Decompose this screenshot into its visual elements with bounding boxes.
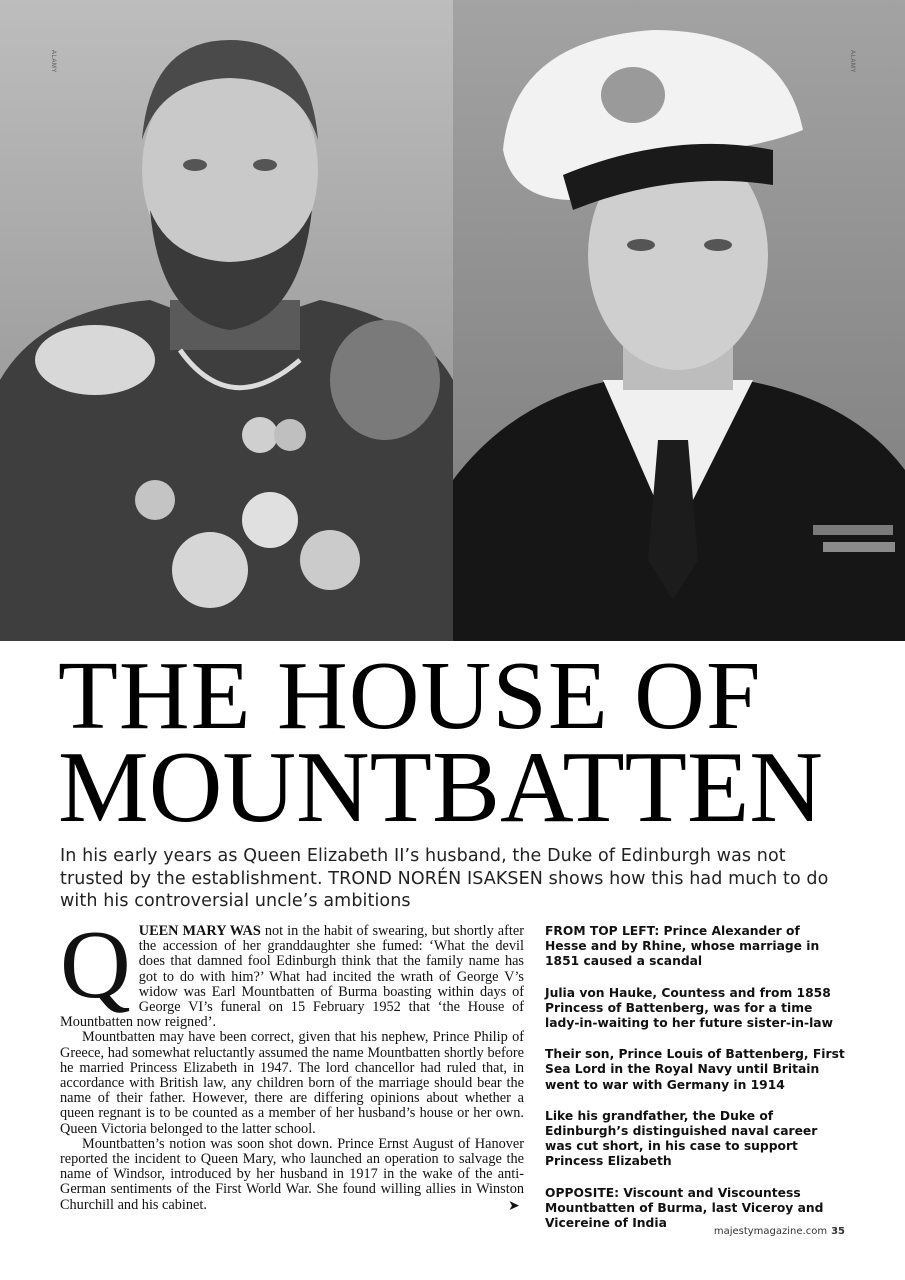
- standfirst: In his early years as Queen Elizabeth II’s husband, the Duke of Edinburgh was not trusted by the establishment. TROND NORÉN ISAKSEN shows how this had much to do with his controversial uncle’s ambitions: [60, 846, 829, 911]
- article-body: [60, 911, 524, 1213]
- portrait-bearded-officer-icon: [0, 0, 453, 641]
- paragraph-1-text: not in the habit of swearing, but shortly after the accession of her granddaughter she fumed: ‘What the devil does that damned fool Edinburgh think that the family name has got to do with him?’ What had incited the wrath of George V’s widow was Earl Mountbatten of Burma boasting within days of George VI’s funeral on 15 February 1952 that ‘the House of Mountbatten now reigned’.: [60, 923, 524, 1031]
- caption-2: Julia von Hauke, Countess and from 1858 Princess of Battenberg, was for a time lady-in-waiting to her future sister-in-law: [545, 985, 833, 1031]
- headline: [58, 642, 858, 844]
- page-footer: [714, 1226, 845, 1237]
- captions: [545, 924, 845, 1247]
- caption-4: Like his grandfather, the Duke of Edinburgh’s distinguished naval career was cut short, in his case to support Princess Elizabeth: [545, 1108, 818, 1169]
- headline-line-2: MOUNTBATTEN: [58, 731, 823, 844]
- portrait-naval-officer-icon: [453, 0, 905, 641]
- drop-cap: Q: [60, 911, 131, 1019]
- caption-1: FROM TOP LEFT: Prince Alexander of Hesse and by Rhine, whose marriage in 1851 caused a scandal: [545, 924, 820, 969]
- headline-line-1: THE HOUSE OF: [58, 642, 762, 750]
- continue-arrow-icon: ➤: [508, 1198, 520, 1214]
- caption-5: OPPOSITE: Viscount and Viscountess Mountbatten of Burma, last Viceroy and Vicereine of India: [545, 1185, 824, 1231]
- paragraph-3: Mountbatten’s notion was soon shot down. Prince Ernst August of Hanover reported the incident to Queen Mary, who launched an operation to salvage the name of Windsor, introduced by her husband in 1917 in the wake of the anti-German sentiments of the First World War. She found willing allies in Winston Churchill and his cabinet.: [60, 1135, 524, 1213]
- photo-duke-of-edinburgh: [453, 0, 905, 641]
- caption-3: Their son, Prince Louis of Battenberg, First Sea Lord in the Royal Navy until Britain went to war with Germany in 1914: [545, 1047, 845, 1092]
- site-url: majestymagazine.com: [713, 1226, 828, 1237]
- paragraph-1: [60, 911, 524, 1031]
- photo-prince-alexander: [0, 0, 453, 641]
- photo-credit-right: ALAMY: [849, 50, 855, 73]
- paragraph-2: Mountbatten may have been correct, given that his nephew, Prince Philip of Greece, had somewhat reluctantly assumed the name Mountbatten shortly before he married Princess Elizabeth in 1947. The lord chancellor had ruled that, in accordance with British law, any children born of the marriage should bear the name of their father. However, there are differing opinions about whether a queen regnant is to be counted as a member of her husband’s house or her own. Queen Victoria belonged to the latter school.: [60, 1029, 524, 1137]
- photo-credit-left: ALAMY: [50, 50, 56, 73]
- page-number: 35: [831, 1226, 845, 1237]
- lead-in: UEEN MARY WAS: [138, 923, 261, 939]
